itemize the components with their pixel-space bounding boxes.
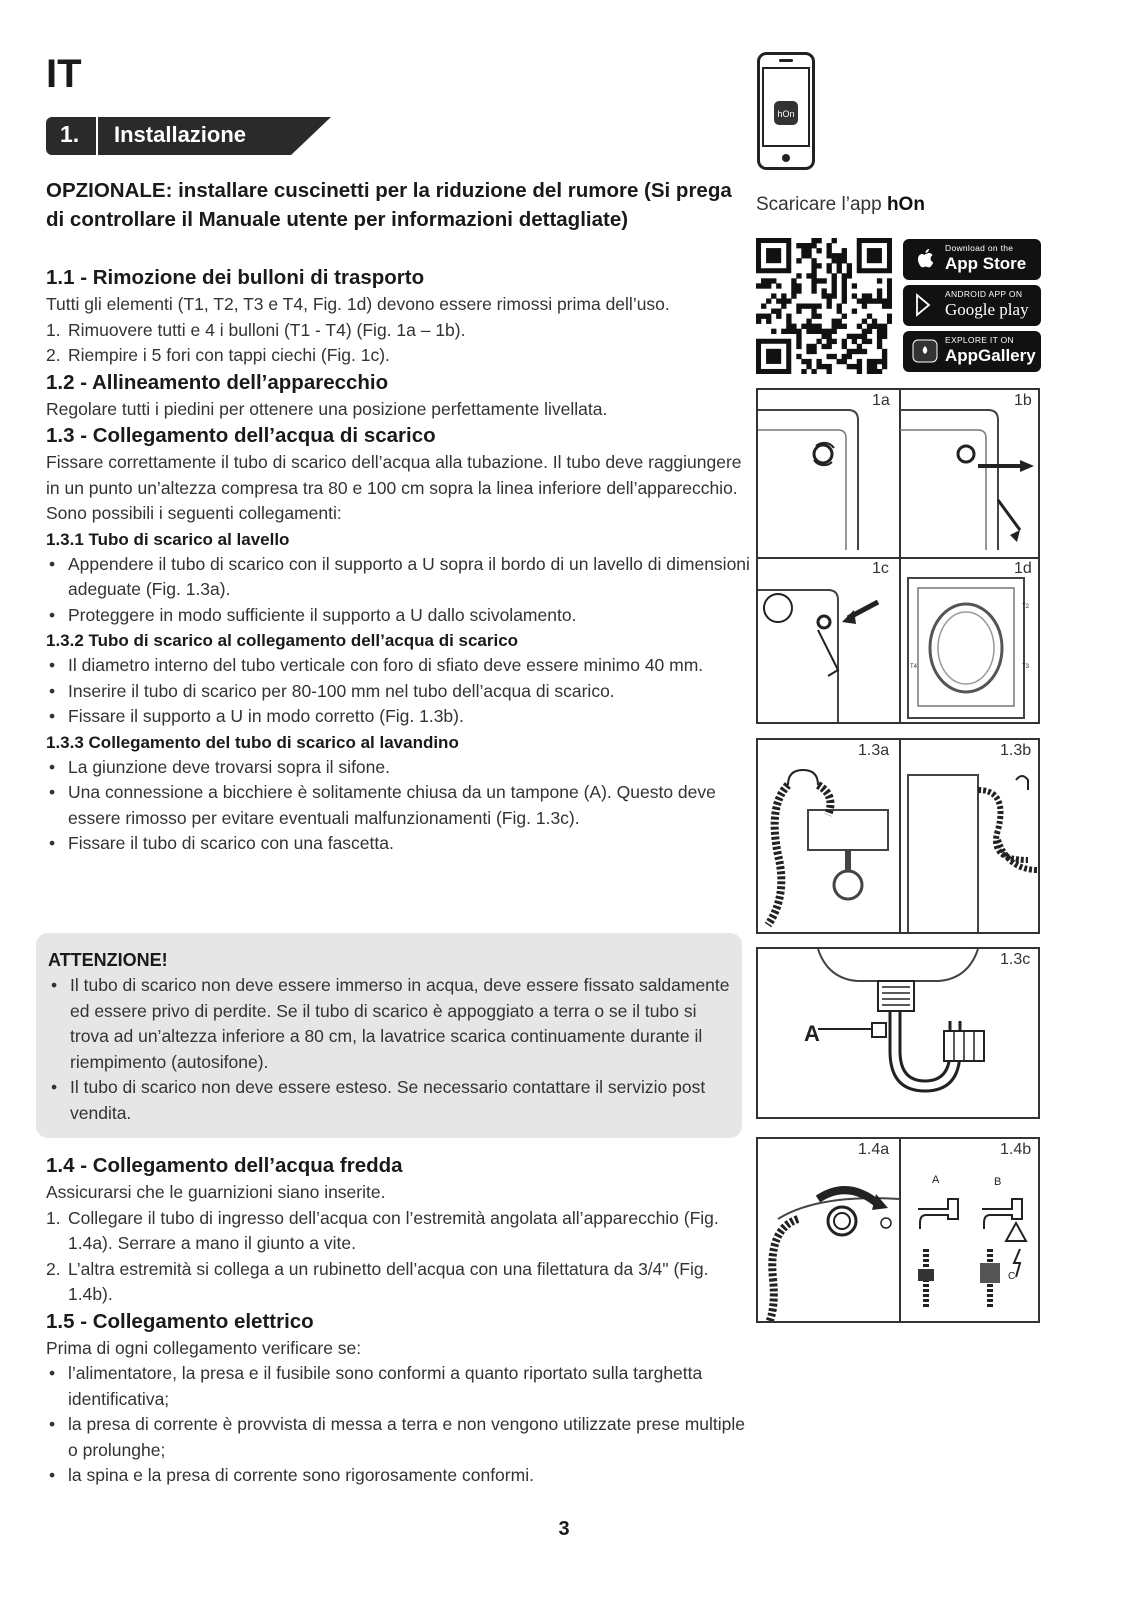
list-1-3-3 [46,755,751,857]
section-title: Installazione [114,122,247,147]
list-item: 1. Rimuovere tutti e 4 i bulloni (T1 - T4) (Fig. 1a – 1b). [46,319,466,340]
list-item: 1. Collegare il tubo di ingresso dell’acqua con l’estremità angolata all’apparecchio (Fig. 1.4a). Serrare a mano il giunto a vite. [46,1207,719,1253]
figure-label-1c: 1c [872,560,889,577]
svg-text:C: C [1008,1271,1016,1282]
language-code: IT [46,52,82,96]
figure-1-3c [756,947,1040,1119]
appgallery-badge[interactable]: EXPLORE IT ON AppGallery [903,331,1041,372]
list-item: • Il diametro interno del tubo verticale con foro di sfiato deve essere minimo 40 mm. [46,653,751,679]
figure-1-3ab [756,738,1040,934]
list-item: 2. Riempire i 5 fori con tappi ciechi (Fig. 1c). [46,345,390,365]
heading-1-5: 1.5 - Collegamento elettrico [46,1309,314,1333]
google-play-badge[interactable]: ANDROID APP ON Google play [903,285,1041,326]
page-number: 3 [558,1518,570,1540]
list-1-5 [46,1361,751,1489]
list-item: • Fissare il tubo di scarico con una fascetta. [46,831,751,857]
heading-1-3-2: 1.3.2 Tubo di scarico al collegamento dell’acqua di scarico [46,631,519,650]
list-item: • Proteggere in modo sufficiente il supporto a U dallo scivolamento. [46,603,751,629]
heading-1-3-3: 1.3.3 Collegamento del tubo di scarico al lavandino [46,732,459,752]
list-item: • Fissare il supporto a U in modo corretto (Fig. 1.3b). [46,704,751,730]
svg-text:A: A [932,1174,940,1186]
figure-label-1d: 1d [1014,560,1032,577]
smartphone-icon [757,52,815,170]
warning-title: ATTENZIONE! [48,950,168,970]
label-A: A [804,1021,820,1046]
figure-1-group [756,388,1040,724]
list-item: • Una connessione a bicchiere è solitamente chiusa da un tampone (A). Questo deve essere rimosso per evitare eventuali malfunzionamenti (Fig. 1.3c). [46,780,751,831]
hon-logo: hOn [777,109,795,119]
svg-text:T4: T4 [910,664,918,670]
svg-text:T2: T2 [1022,604,1030,610]
app-caption: Scaricare l’app hOn [756,194,925,215]
warning-item: • Il tubo di scarico non deve essere immerso in acqua, deve essere fissato saldamente ed essere privo di perdite. Se il tubo di scarico è appoggiato a terra o se il tubo si trova ad un’altezza inferiore a 80 cm, la lavatrice scarica continuamente durante il riempimento (autosifone). [48,973,736,1075]
text-1-1: Tutti gli elementi (T1, T2, T3 e T4, Fig. 1d) devono essere rimossi prima dell’uso. [46,294,670,314]
huawei-icon [912,338,938,364]
list-item: • la spina e la presa di corrente sono rigorosamente conformi. [46,1463,751,1489]
figure-label-1-4a: 1.4a [858,1141,890,1158]
qr-code [756,238,892,374]
lower-column [46,1152,751,1489]
figure-label-1b: 1b [1014,392,1032,409]
list-item: • Inserire il tubo di scarico per 80-100 mm nel tubo dell’acqua di scarico. [46,679,751,705]
text-1-5: Prima di ogni collegamento verificare se: [46,1337,362,1358]
svg-text:T3: T3 [1022,664,1030,670]
figure-label-1-4b: 1.4b [1000,1141,1032,1158]
heading-1-1: 1.1 - Rimozione dei bulloni di trasporto [46,266,425,289]
google-play-icon [912,292,938,318]
figure-label-1-3c: 1.3c [1000,951,1031,968]
main-column [46,176,751,857]
list-item: • La giunzione deve trovarsi sopra il sifone. [46,755,751,781]
figure-label-1-3b: 1.3b [1000,742,1032,759]
text-1-4: Assicurarsi che le guarnizioni siano inserite. [46,1182,386,1202]
list-item: 2. L’altra estremità si collega a un rubinetto dell’acqua con una filettatura da 3/4" (Fig. 1.4b). [46,1258,709,1304]
figure-label-1a: 1a [872,392,890,409]
section-number: 1. [60,121,80,147]
app-store-badge[interactable]: Download on the App Store [903,239,1041,280]
heading-1-2: 1.2 - Allineamento dell’apparecchio [46,370,389,394]
heading-1-3-1: 1.3.1 Tubo di scarico al lavello [46,529,290,549]
app-name: hOn [886,194,925,215]
list-1-4 [46,1206,751,1308]
list-item: • l’alimentatore, la presa e il fusibile sono conformi a quanto riportato sulla targhetta identificativa; [46,1361,751,1412]
warning-box [36,933,742,1138]
warning-item: • Il tubo di scarico non deve essere esteso. Se necessario contattare il servizio post vendita. [48,1075,736,1126]
heading-1-4: 1.4 - Collegamento dell’acqua fredda [46,1154,403,1177]
svg-text:B: B [994,1176,1002,1188]
text-1-3: Fissare correttamente il tubo di scarico dell’acqua alla tubazione. Il tubo deve raggiungere in un punto un’altezza compresa tra 80 e 100 cm sopra la linea inferiore dell’apparecchio. [46,452,742,498]
list-item: • la presa di corrente è provvista di messa a terra e non vengono utilizzate prese multiple o prolunghe; [46,1412,751,1463]
text-1-3-b: Sono possibili i seguenti collegamenti: [46,503,342,523]
apple-icon [912,246,938,272]
list-1-3-2 [46,653,751,730]
heading-1-3: 1.3 - Collegamento dell’acqua di scarico [46,424,436,447]
list-item: • Appendere il tubo di scarico con il supporto a U sopra il bordo di un lavello di dimensioni adeguate (Fig. 1.3a). [46,552,751,603]
list-1-1 [46,318,751,369]
intro-heading: OPZIONALE: installare cuscinetti per la riduzione del rumore (Si prega di controllare il Manuale utente per informazioni dettagliate) [46,179,732,231]
figure-1-4ab [756,1137,1040,1323]
section-banner [46,117,331,155]
text-1-2: Regolare tutti i piedini per ottenere una posizione perfettamente livellata. [46,398,608,419]
figure-label-1-3a: 1.3a [858,742,890,759]
list-1-3-1 [46,552,751,629]
